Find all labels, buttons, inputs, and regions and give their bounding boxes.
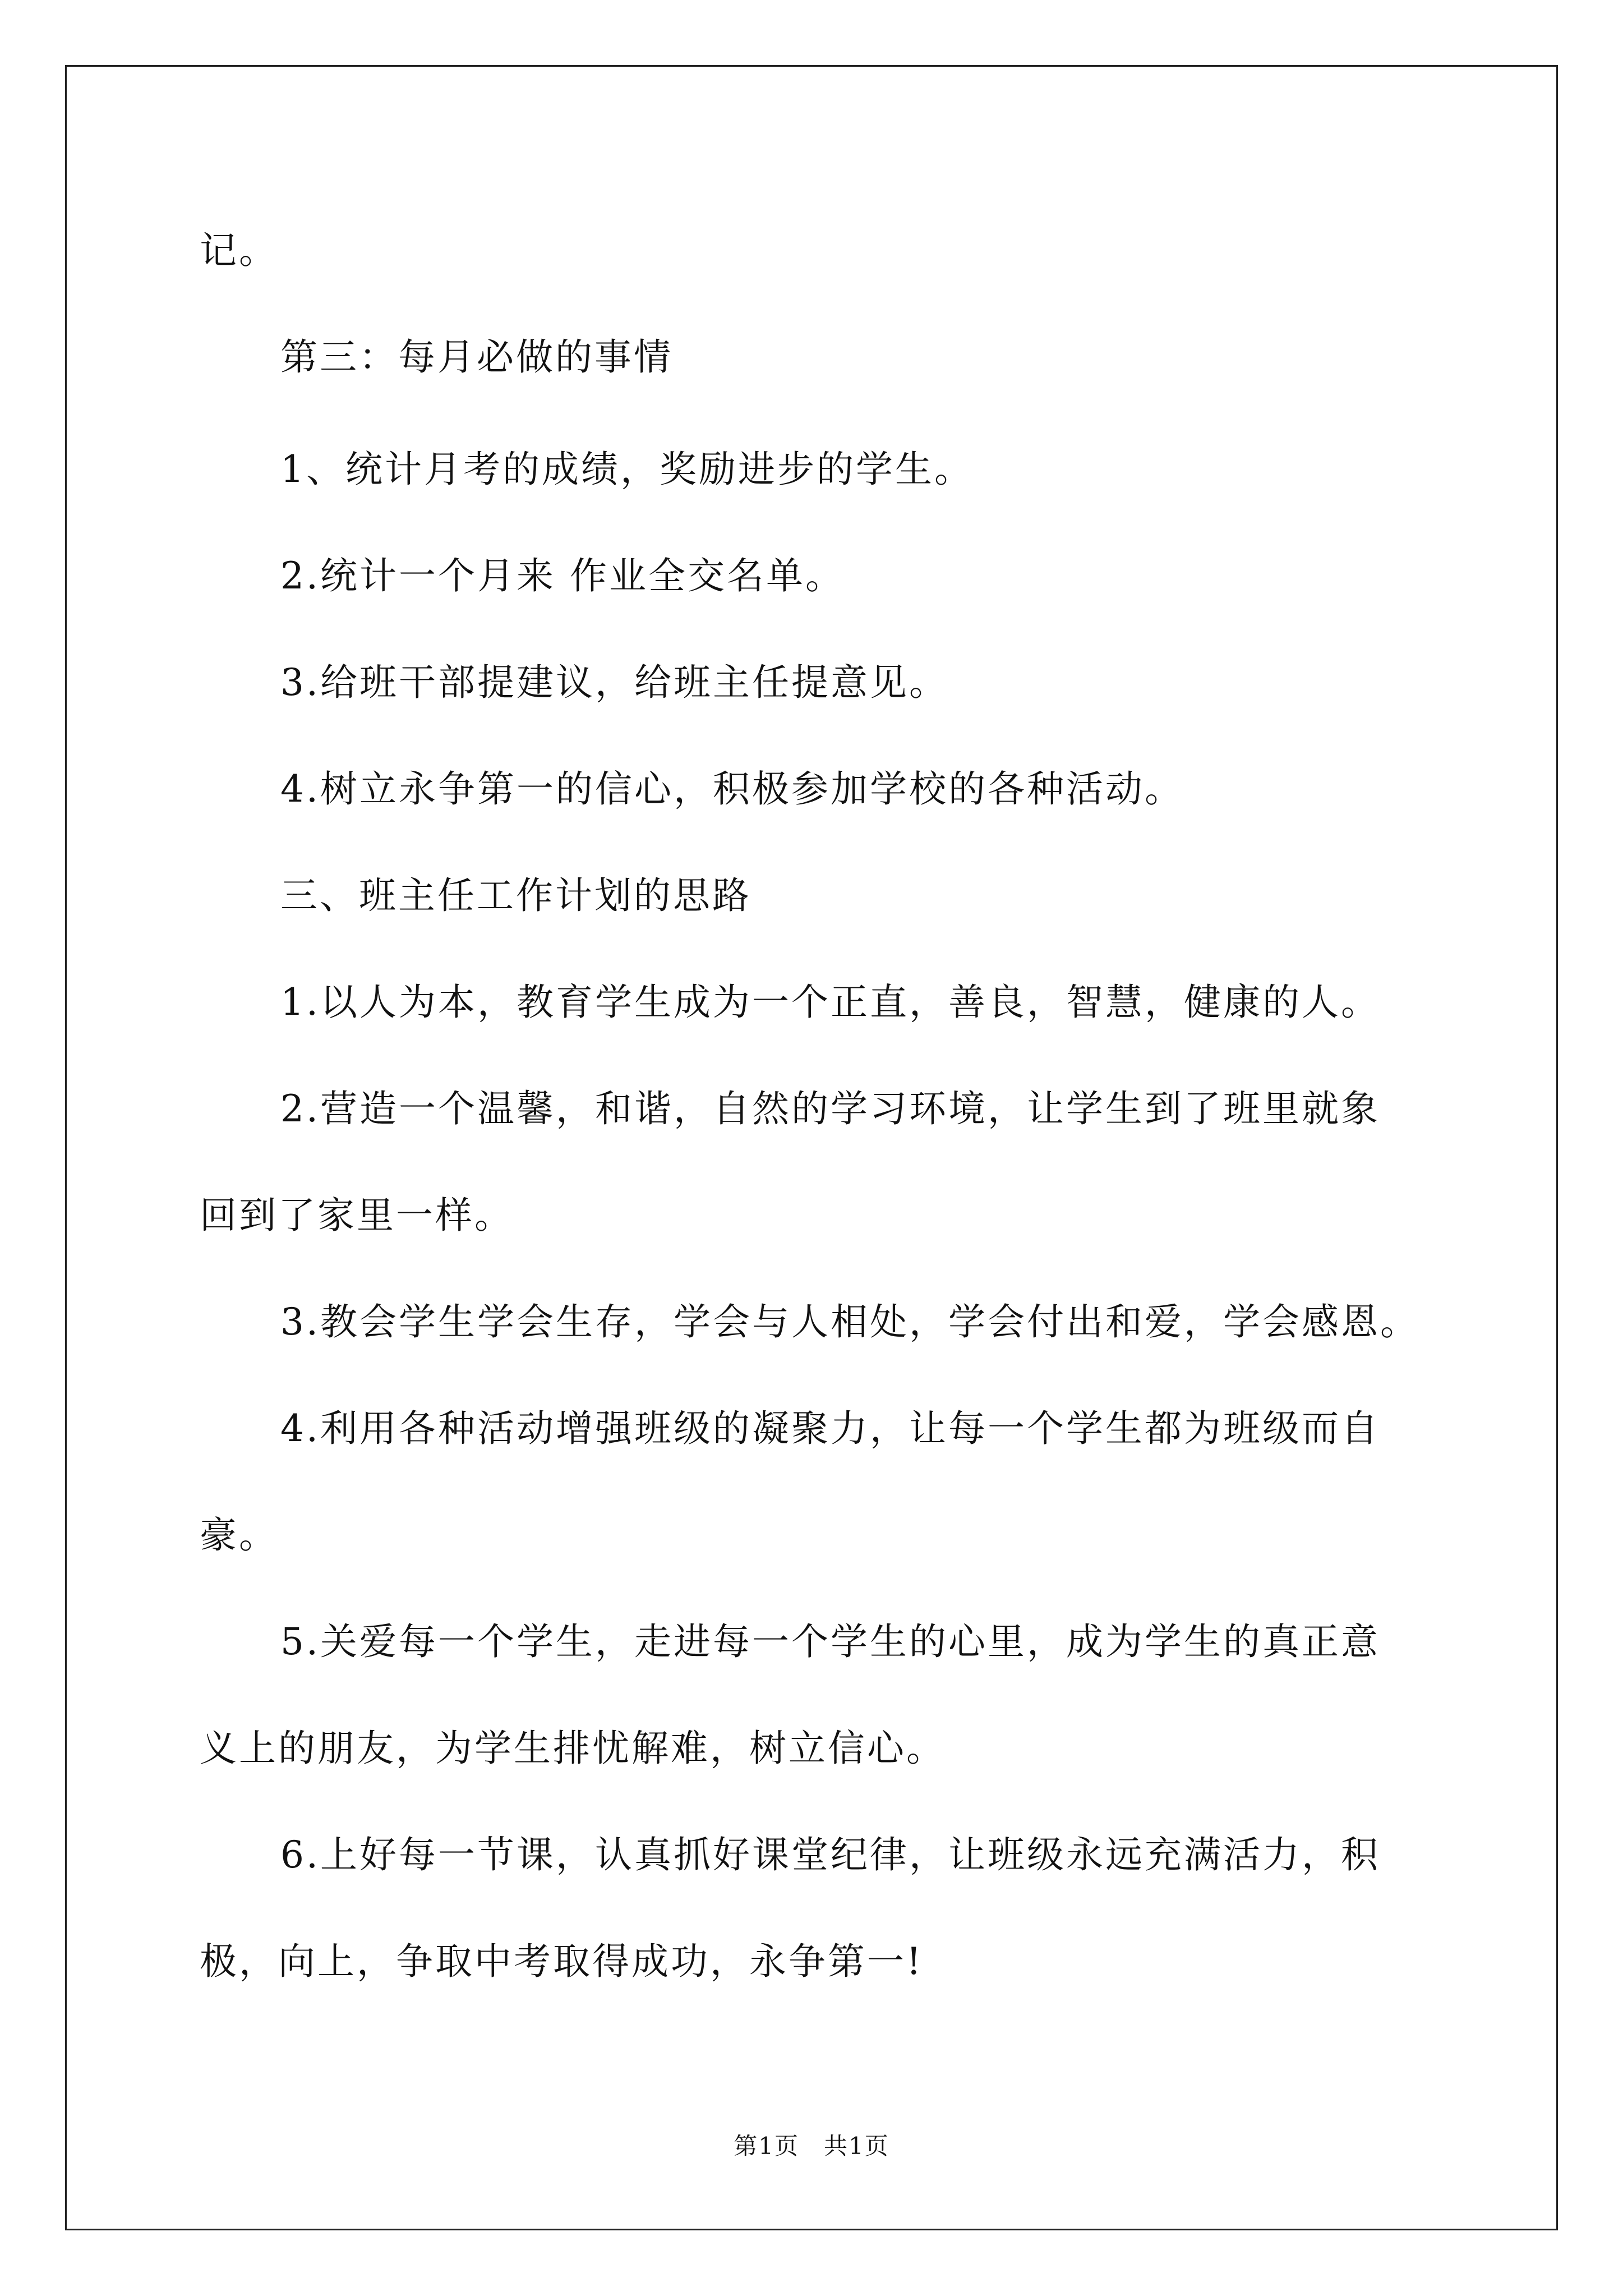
section-heading: 三、班主任工作计划的思路: [280, 874, 751, 917]
list-item: 6.上好每一节课，认真抓好课堂纪律，让班级永远充满活力，积: [280, 1833, 1380, 1876]
paragraph-line: 记。: [200, 229, 278, 272]
page-footer: 第1页 共1页: [734, 2132, 889, 2160]
list-item: 2.统计一个月来 作业全交名单。: [280, 554, 845, 597]
list-item: 2.营造一个温馨，和谐，自然的学习环境，让学生到了班里就象: [280, 1087, 1380, 1130]
list-item: 1、统计月考的成绩，奖励进步的学生。: [280, 448, 974, 491]
page-border: [65, 65, 1558, 2230]
list-item: 4.树立永争第一的信心，积极参加学校的各种活动。: [280, 767, 1184, 811]
list-item-continuation: 回到了家里一样。: [200, 1194, 514, 1237]
list-item-continuation: 义上的朋友，为学生排忧解难，树立信心。: [200, 1727, 946, 1770]
list-item: 4.利用各种活动增强班级的凝聚力，让每一个学生都为班级而自: [280, 1407, 1380, 1450]
list-item: 5.关爱每一个学生，走进每一个学生的心里，成为学生的真正意: [280, 1620, 1380, 1663]
list-item: 3.给班干部提建议，给班主任提意见。: [280, 661, 948, 704]
section-heading: 第三：每月必做的事情: [280, 335, 673, 379]
list-item-continuation: 极，向上，争取中考取得成功，永争第一!: [200, 1940, 924, 1983]
list-item-continuation: 豪。: [200, 1513, 278, 1557]
list-item: 3.教会学生学会生存，学会与人相处，学会付出和爱，学会感恩。: [280, 1300, 1419, 1343]
list-item: 1.以人为本，教育学生成为一个正直，善良，智慧，健康的人。: [280, 981, 1380, 1024]
